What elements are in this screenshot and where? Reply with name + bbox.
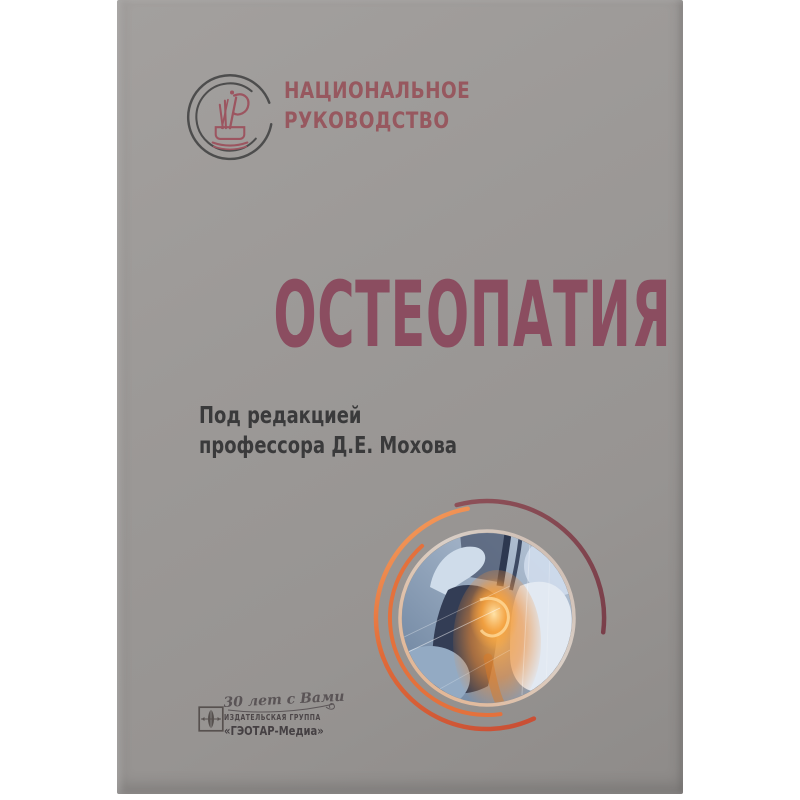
quill-inkstand-emblem-icon bbox=[179, 66, 281, 168]
book-title-row bbox=[117, 263, 683, 368]
series-line2: РУКОВОДСТВО bbox=[284, 109, 450, 134]
book-cover bbox=[117, 0, 683, 794]
publisher-name: «ГЭОТАР-Медиа» bbox=[224, 723, 324, 738]
publisher-group-label: ИЗДАТЕЛЬСКАЯ ГРУППА bbox=[224, 713, 321, 722]
editors-block bbox=[199, 401, 530, 461]
editors-line2: профессора Д.Е. Мохова bbox=[199, 433, 457, 459]
series-line1: НАЦИОНАЛЬНОЕ bbox=[284, 79, 471, 104]
script-flourish-icon bbox=[226, 700, 344, 714]
anniversary-row bbox=[223, 688, 464, 711]
publisher-text bbox=[223, 688, 464, 738]
anniversary-script: 30 лет с Вами bbox=[223, 688, 345, 711]
series-title bbox=[284, 66, 506, 168]
book-title: ОСТЕОПАТИЯ bbox=[273, 263, 672, 368]
geotar-media-logo-icon bbox=[198, 706, 224, 732]
series-badge bbox=[179, 66, 506, 168]
editors-line1: Под редакцией bbox=[199, 403, 362, 429]
